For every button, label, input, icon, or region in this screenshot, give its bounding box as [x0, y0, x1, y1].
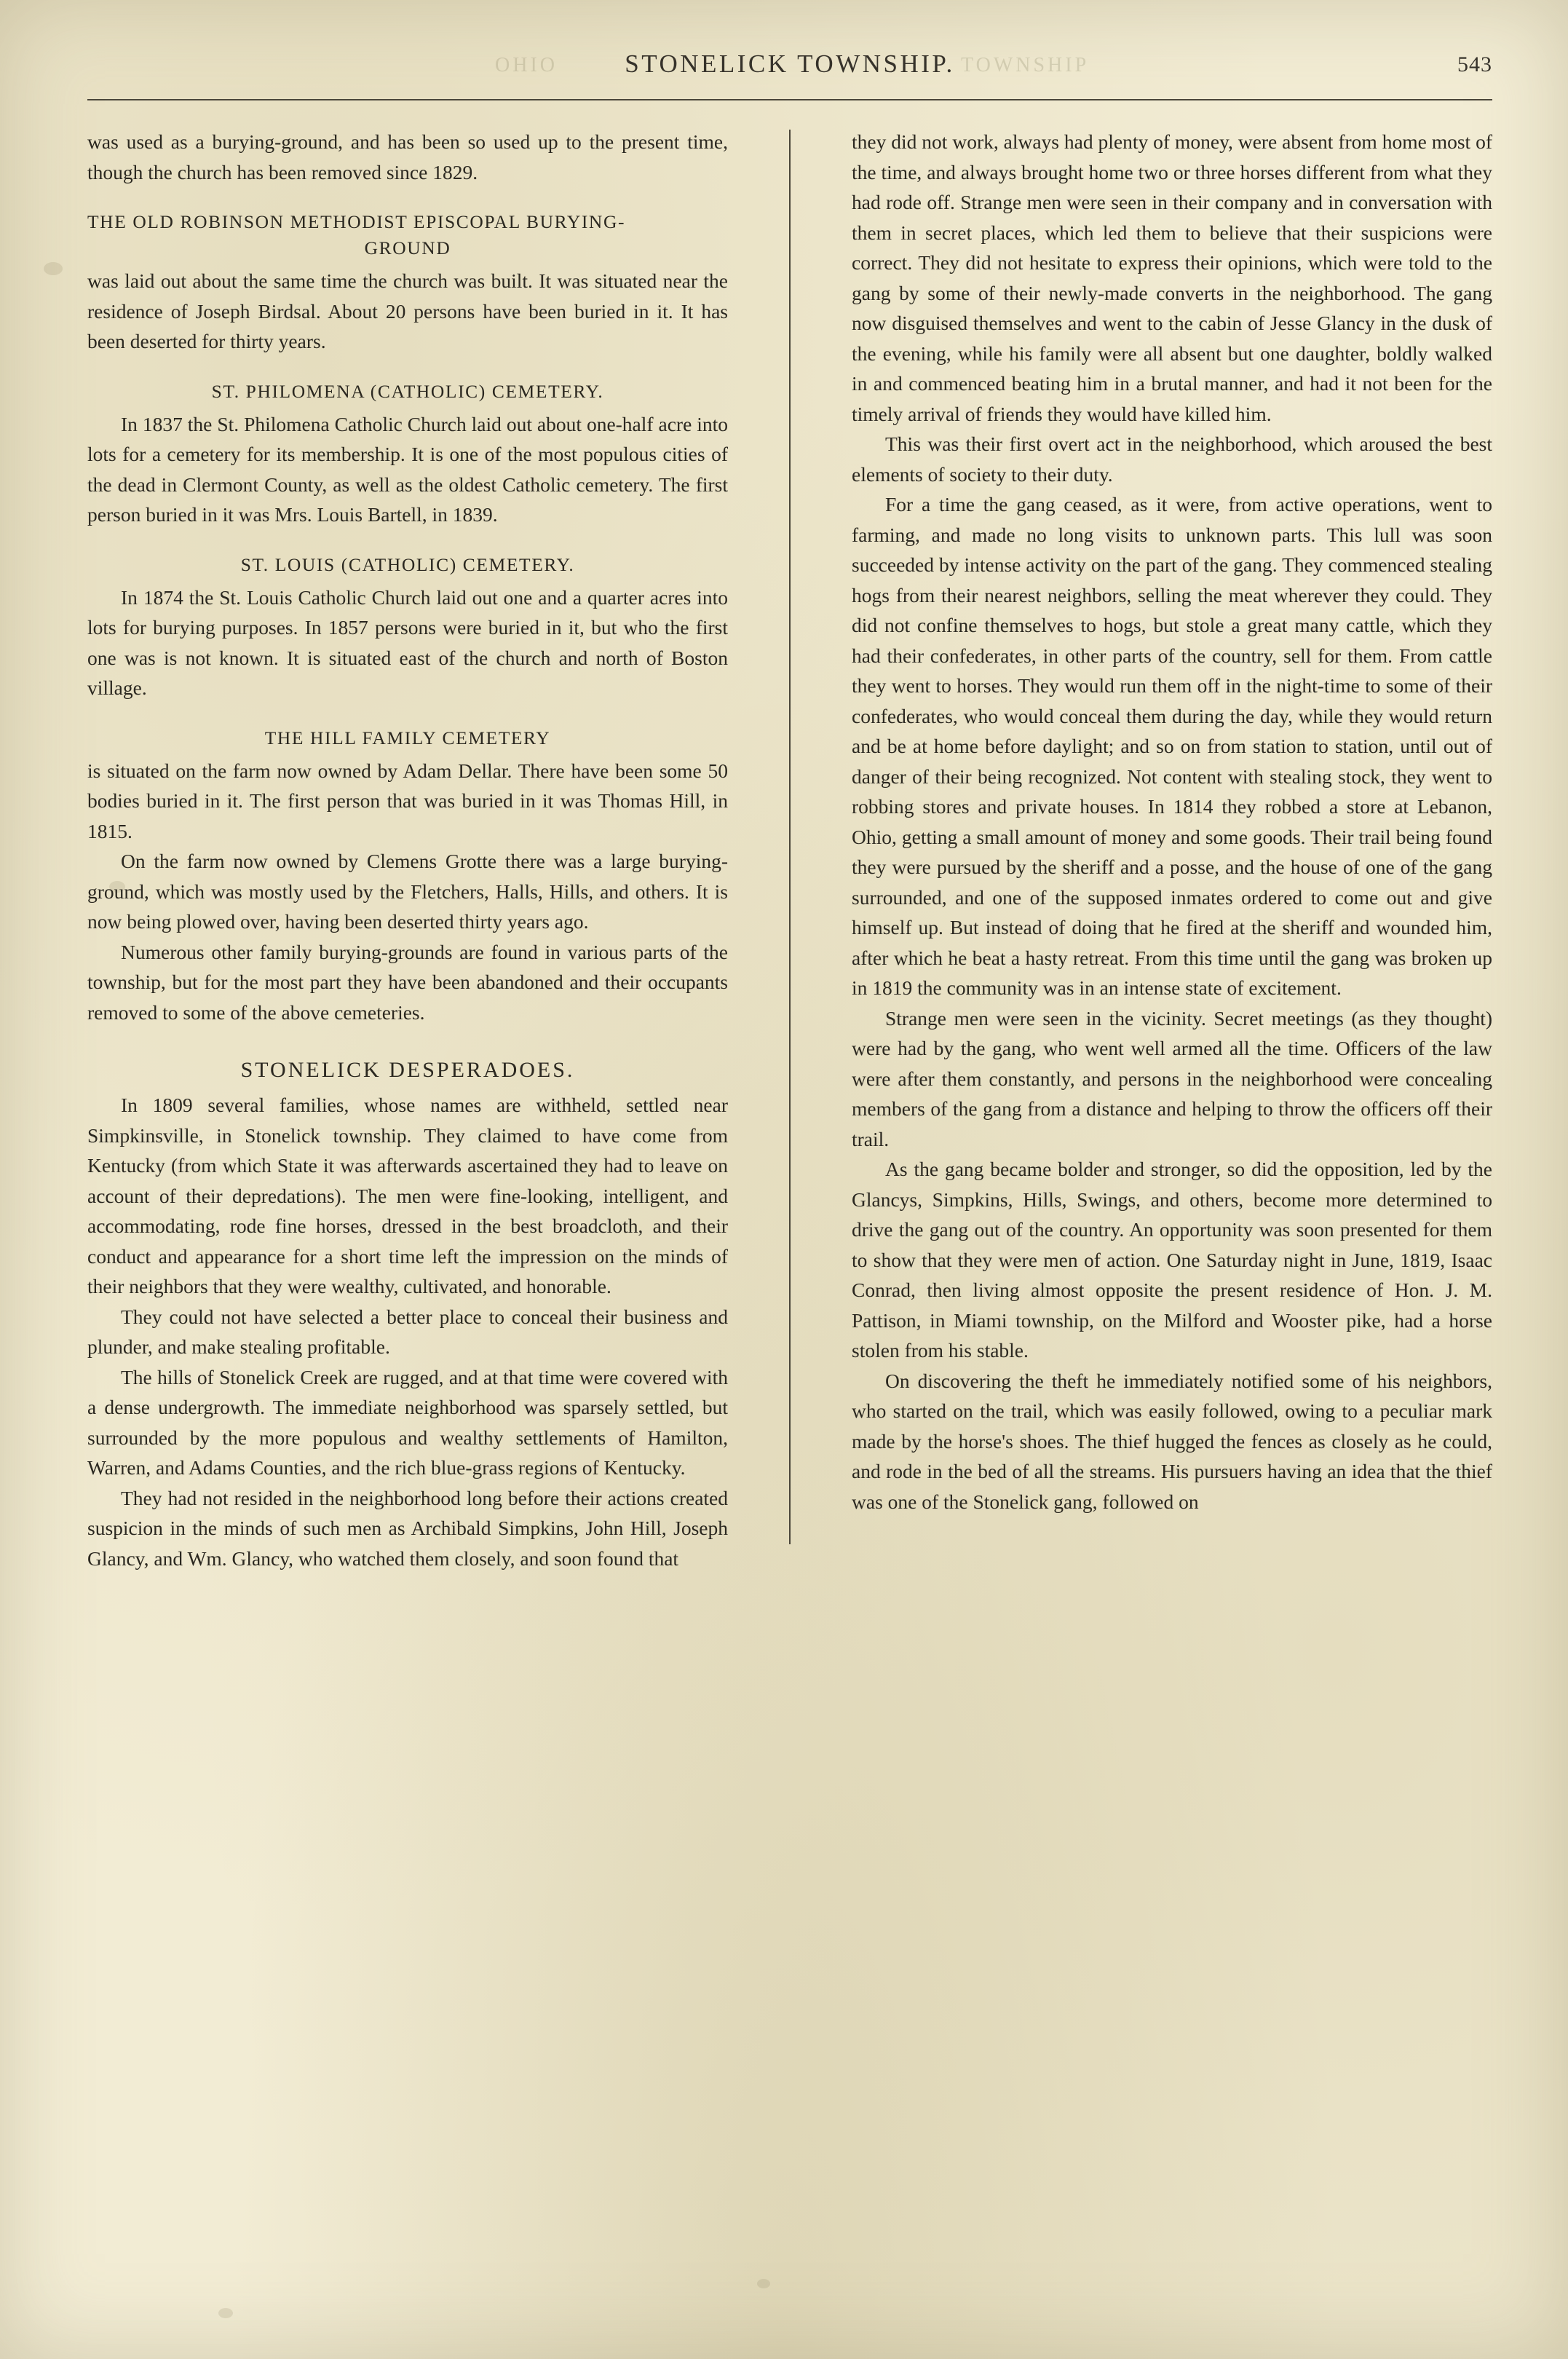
page-number: 543 [1457, 52, 1492, 76]
paragraph: In 1809 several families, whose names are withheld, settled near Simpkinsville, in Stonelick township. They claimed to have come from Kentucky (from which State it was afterwards ascertained they had to leave on account of their depredations). The men were fine-looking, intelligent, and accommodating, rode fine horses, dressed in the best broadcloth, and their conduct and appearance for a short time left the impression on the minds of their neighbors that they were wealthy, cultivated, and honorable. [87, 1094, 728, 1297]
heading-line-2: GROUND [364, 237, 451, 258]
paper-smudge [44, 262, 63, 275]
paragraph: They could not have selected a better place to conceal their business and plunder, and make stealing profitable. [87, 1305, 728, 1358]
paragraph: Strange men were seen in the vicinity. Secret meetings (as they thought) were had by the gang, who went well armed all the time. Officers of the law were after them constantly, and persons in the neighborhood were concealing members of the gang from a distance and helping to throw the officers off their trail. [852, 1006, 1492, 1150]
ghost-text-right: TOWNSHIP [961, 54, 1090, 76]
paragraph: As the gang became bolder and stronger, so did the opposition, led by the Glancys, Simpkins, Hills, Swings, and others, become more determined to drive the gang out of the country. An opportunity was soon presented for them to show that they were men of action. One Saturday night in June, 1819, Isaac Conrad, then living almost opposite the present residence of Hon. J. M. Pattison, in Miami township, on the Milford and Wooster pike, had a horse stolen from his stable. [852, 1158, 1492, 1362]
paragraph: they did not work, always had plenty of money, were absent from home most of the time, and always brought home two or three horses different from what they had rode off. Strange men were seen in their company and in conversation with them in secret places, which led them to believe that their suspicions were correct. They did not hesitate to express their opinions, which were told to the gang by some of their newly-made converts in the neighborhood. The gang now disguised themselves and went to the cabin of Jesse Glancy in the dusk of the evening, while his family were all absent but one daughter, boldly walked in and commenced beating him in a brutal manner, and had it not been for the timely arrival of friends they would have killed him. [852, 130, 1492, 425]
paper-smudge [218, 2308, 233, 2318]
header-rule [87, 99, 1492, 100]
heading-line-1: THE OLD ROBINSON METHODIST EPISCOPAL BURYING- [87, 211, 626, 232]
column-gutter [728, 127, 852, 1573]
running-head [87, 44, 1492, 92]
left-column [87, 127, 728, 1573]
paper-smudge [757, 2279, 770, 2288]
paragraph: was laid out about the same time the church was built. It was situated near the residence of Joseph Birdsal. About 20 persons have been buried in it. It has been deserted for thirty years. [87, 269, 728, 352]
ghost-text-left: OHIO [495, 54, 558, 76]
paragraph: In 1837 the St. Philomena Catholic Church laid out about one-half acre into lots for a cemetery for its membership. It is one of the most populous cities of the dead in Clermont County, as well as the oldest Catholic cemetery. The first person buried in it was Mrs. Louis Bartell, in 1839. [87, 412, 728, 526]
paragraph: On the farm now owned by Clemens Grotte there was a large burying-ground, which was mostly used by the Fletchers, Halls, Hills, and others. It is now being plowed over, having been deserted thirty years ago. [87, 850, 728, 933]
paragraph: For a time the gang ceased, as it were, from active operations, went to farming, and made no long visits to unknown parts. This lull was soon succeeded by intense activity on the part of the gang. They commenced stealing hogs from their nearest neighbors, selling the meat wherever they could. They did not confine themselves to hogs, but stole a great many cattle, which they had their confederates, in other parts of the country, sell for them. From cattle they went to horses. They would run them off in the night-time to some of their confederates, who would conceal them during the day, while they would return and be at home before daylight; and so on from station to station, until out of danger of their being recognized. Not content with stealing stock, they went to robbing stores and private houses. In 1814 they robbed a store at Lebanon, Ohio, getting a small amount of money and some goods. Their trail being found they were pursued by the sheriff and a posse, and the house of one of the gang surrounded, and one of the supposed inmates ordered to come out and give himself up. But instead of doing that he fired at the sheriff and wounded him, after which he beat a hasty retreat. From this time until the gang was broken up in 1819 the community was in an intense state of excitement. [852, 493, 1492, 999]
column-divider-rule [789, 130, 791, 1544]
paragraph: was used as a burying-ground, and has been so used up to the present time, though the church has been removed since 1829. [87, 130, 728, 183]
page-content [87, 44, 1492, 1573]
paragraph: This was their first overt act in the neighborhood, which aroused the best elements of society to their duty. [852, 432, 1492, 486]
section-heading-hill-family-cemetery: THE HILL FAMILY CEMETERY [264, 727, 551, 748]
section-heading-st-philomena-cemetery: ST. PHILOMENA (CATHOLIC) CEMETERY. [211, 380, 604, 402]
section-heading-stonelick-desperadoes: STONELICK DESPERADOES. [240, 1058, 575, 1082]
paragraph: Numerous other family burying-grounds are found in various parts of the township, but for the most part they have been abandoned and their occupants removed to some of the above cemeteries. [87, 940, 728, 1024]
paragraph: They had not resided in the neighborhood long before their actions created suspicion in the minds of such men as Archibald Simpkins, John Hill, Joseph Glancy, and Wm. Glancy, who watched them closely, and soon found that [87, 1486, 728, 1570]
section-heading-st-louis-cemetery: ST. LOUIS (CATHOLIC) CEMETERY. [240, 553, 575, 575]
right-column [852, 127, 1492, 1573]
paragraph: The hills of Stonelick Creek are rugged, and at that time were covered with a dense undergrowth. The immediate neighborhood was sparsely settled, but surrounded by the more populous and wealthy settlements of Hamilton, Warren, and Adams Counties, and the rich blue-grass regions of Kentucky. [87, 1365, 728, 1479]
paragraph: is situated on the farm now owned by Adam Dellar. There have been some 50 bodies buried in it. The first person that was buried in it was Thomas Hill, in 1815. [87, 759, 728, 842]
paragraph: In 1874 the St. Louis Catholic Church laid out one and a quarter acres into lots for burying purposes. In 1857 persons were buried in it, but who the first one was is not known. It is situated east of the church and north of Boston village. [87, 585, 728, 699]
paragraph: On discovering the theft he immediately notified some of his neighbors, who started on the trail, which was easily followed, owing to a peculiar mark made by the horse's shoes. The thief hugged the fences as closely as he could, and rode in the bed of all the streams. His pursuers having an idea that the thief was one of the Stonelick gang, followed on [852, 1369, 1492, 1513]
two-column-body [87, 127, 1492, 1573]
running-title: STONELICK TOWNSHIP. [625, 50, 955, 78]
section-heading-robinson-burying-ground [87, 209, 728, 261]
